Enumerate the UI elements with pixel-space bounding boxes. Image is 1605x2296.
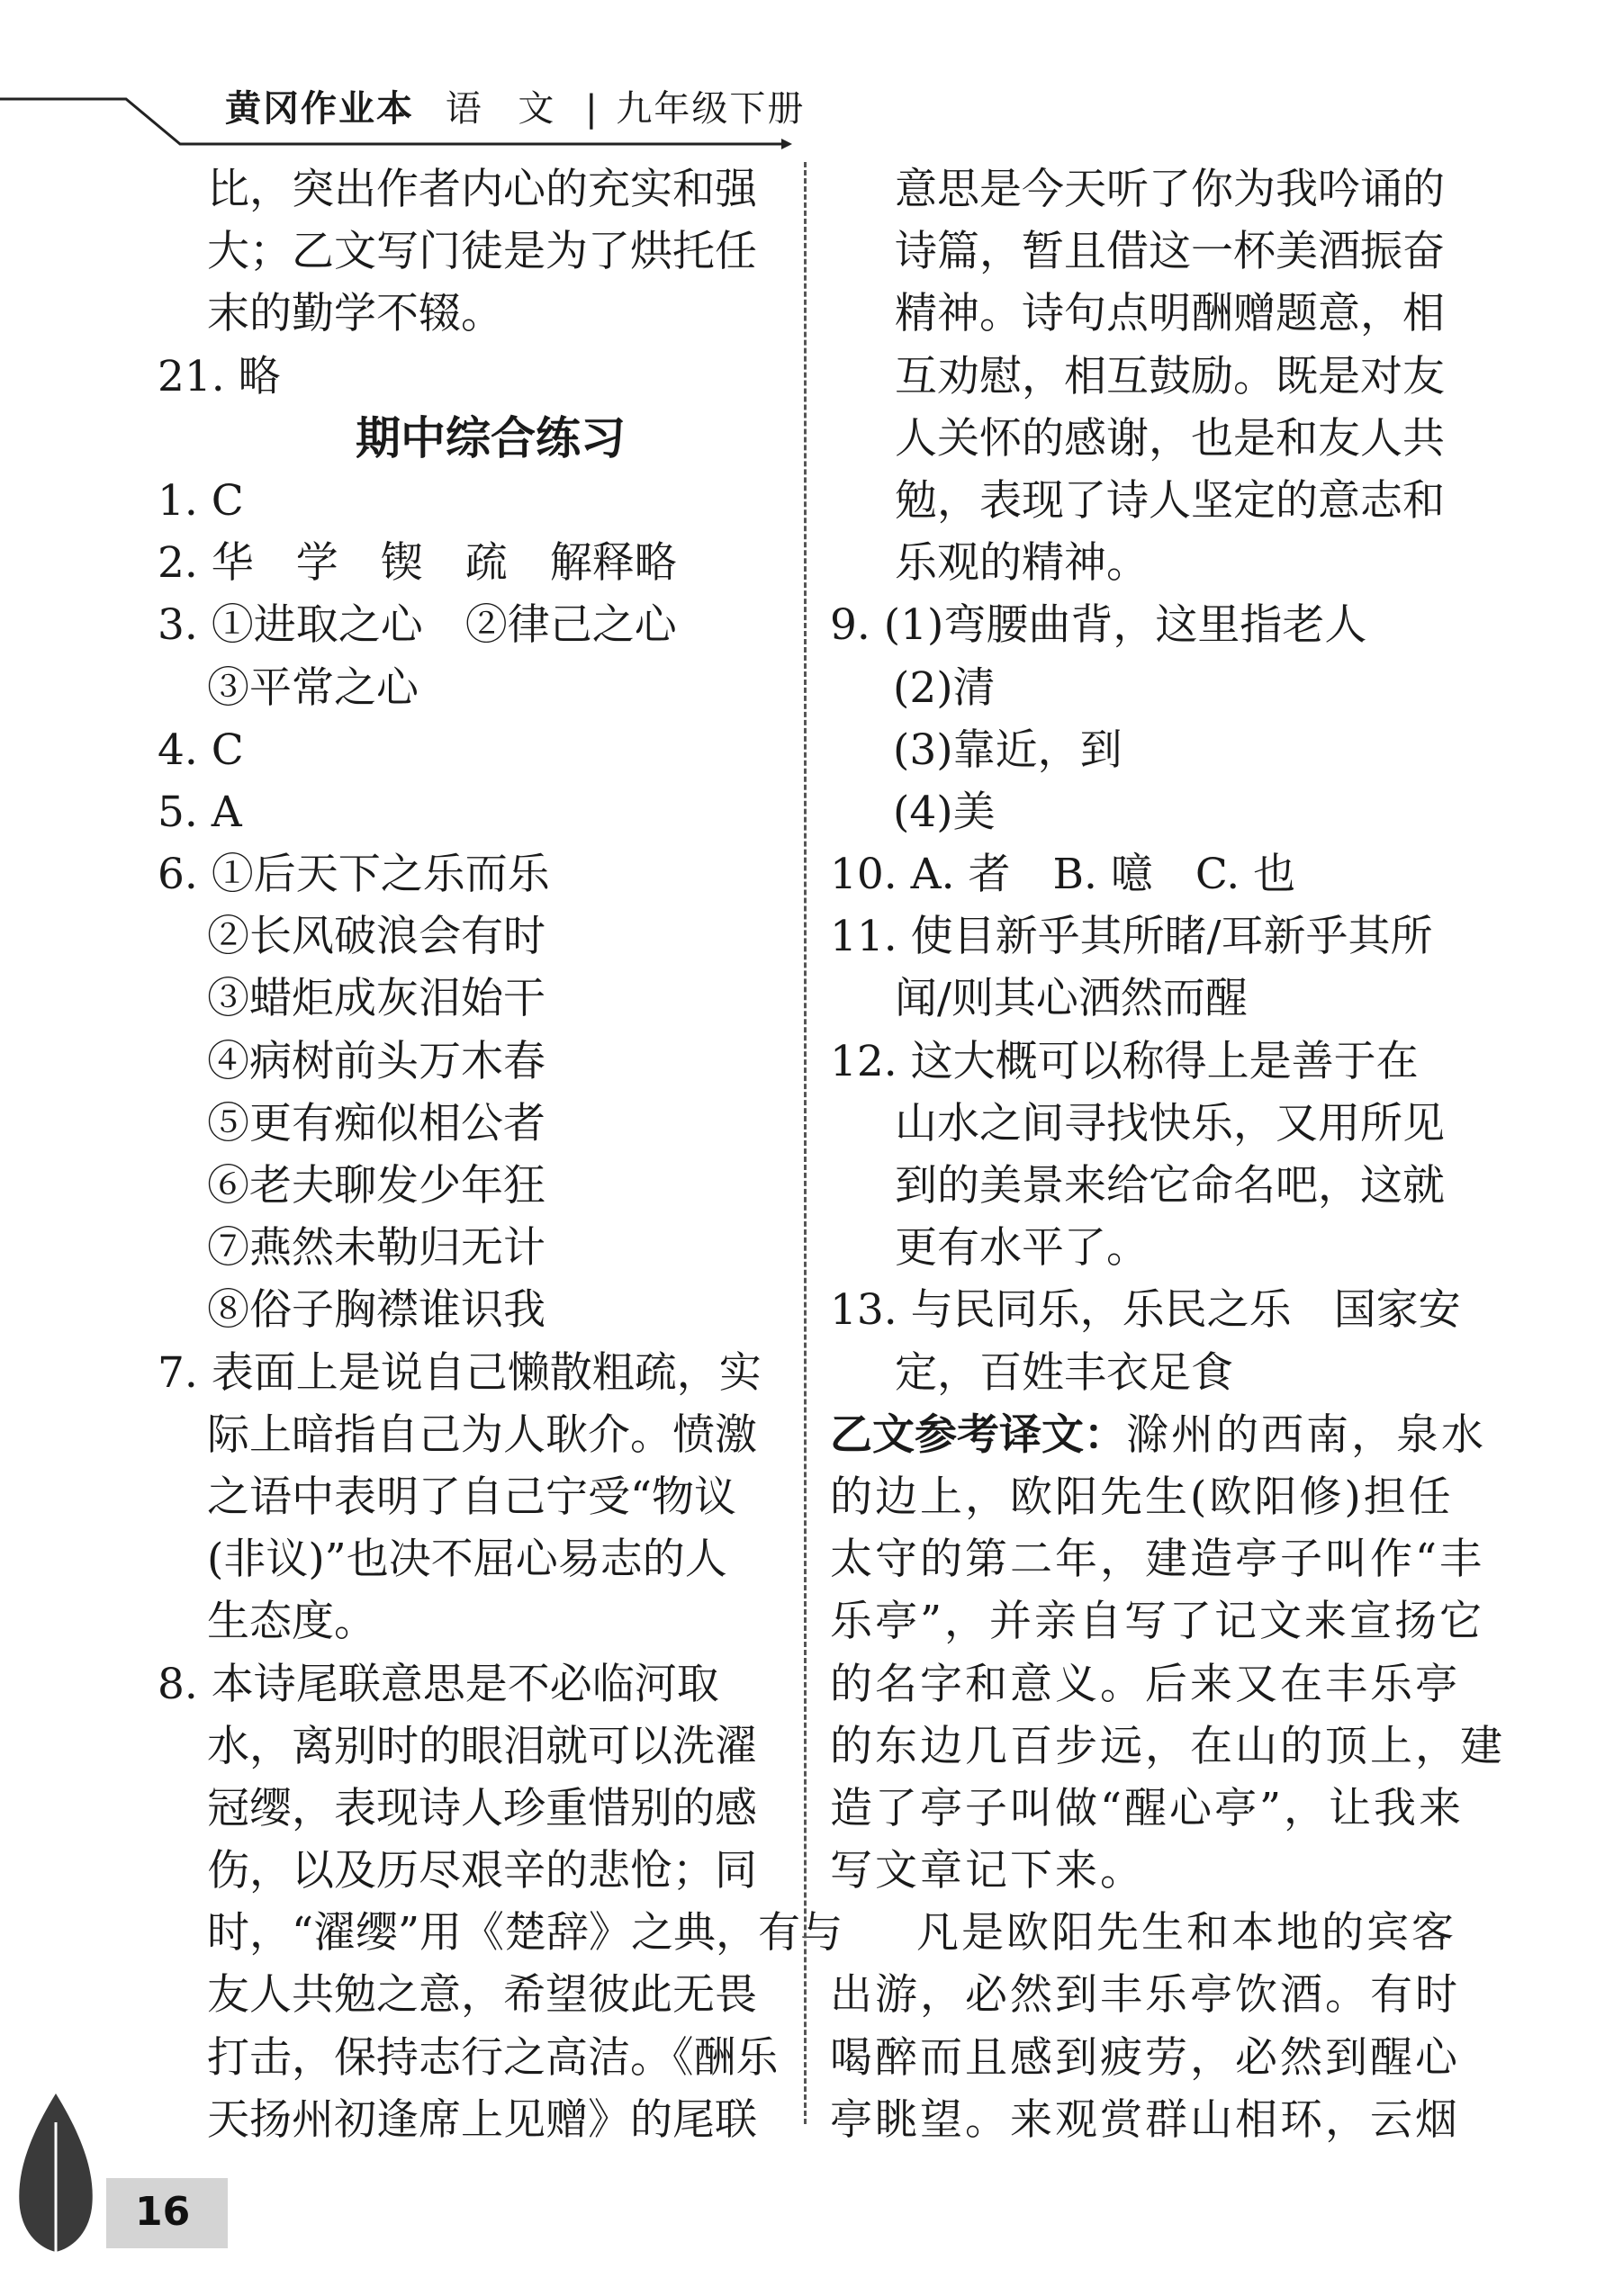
answer-line: 诗篇，暂且借这一杯美酒振奋 — [895, 227, 1445, 277]
answer-line: 互劝慰，相互鼓励。既是对友 — [895, 351, 1445, 401]
answer-line: 冠缨，表现诗人珍重惜别的感 — [207, 1783, 757, 1833]
answer-line: 山水之间寻找快乐，又用所见 — [895, 1098, 1445, 1148]
answer-line: 天扬州初逢席上见赠》的尾联 — [207, 2094, 757, 2145]
answer-line: (2)清 — [893, 662, 996, 713]
answer-item-8: 8. 本诗尾联意思是不必临河取 — [158, 1659, 719, 1709]
answer-line: 闻/则其心洒然而醒 — [895, 974, 1248, 1024]
translation-line: 太守的第二年，建造亭子叫作“丰 — [830, 1535, 1485, 1585]
answer-line: ④病树前头万木春 — [207, 1036, 546, 1086]
answer-line: 到的美景来给它命名吧，这就 — [895, 1161, 1445, 1211]
answer-line: 定，百姓丰衣足食 — [895, 1347, 1233, 1398]
running-header — [225, 86, 805, 131]
translation-line: 造了亭子叫做“醒心亭”，让我来 — [830, 1783, 1465, 1833]
answer-line: 精神。诗句点明酬赠题意，相 — [895, 289, 1445, 339]
answer-line: (非议)”也决不屈心易志的人 — [207, 1535, 727, 1585]
answer-line: ③平常之心 — [207, 662, 419, 713]
translation-label: 乙文参考译文： — [830, 1409, 1126, 1460]
subject-label: 语 文 — [445, 88, 567, 130]
answer-line: 更有水平了。 — [895, 1223, 1149, 1274]
answer-line: ⑥老夫聊发少年狂 — [207, 1161, 546, 1211]
answer-line: 乐观的精神。 — [895, 538, 1149, 589]
answer-line: 友人共勉之意，希望彼此无畏 — [207, 1970, 757, 2021]
answer-line: 人关怀的感谢，也是和友人共 — [895, 413, 1445, 464]
answer-line: 际上暗指自己为人耿介。愤激 — [207, 1409, 757, 1460]
answer-line: 伤，以及历尽艰辛的悲怆；同 — [207, 1846, 757, 1896]
translation-line: 凡是欧阳先生和本地的宾客 — [916, 1908, 1456, 1958]
leaf-icon — [0, 2086, 117, 2266]
section-title: 期中综合练习 — [356, 411, 626, 464]
left-column — [158, 158, 843, 2151]
answer-line: ②长风破浪会有时 — [207, 912, 546, 962]
answer-item-4: 4. C — [158, 725, 244, 775]
translation-line: 乐亭”，并亲自写了记文来宣扬它 — [830, 1597, 1485, 1647]
translation-line: 的边上，欧阳先生(欧阳修)担任 — [830, 1472, 1454, 1522]
translation-line: 的名字和意义。后来又在丰乐亭 — [830, 1659, 1460, 1709]
answer-item-6: 6. ①后天下之乐而乐 — [158, 850, 550, 900]
column-divider — [804, 162, 807, 2124]
answer-line: 大；乙文写门徒是为了烘托任 — [207, 227, 757, 277]
header-rule — [0, 0, 1605, 162]
answer-line: 时，“濯缨”用《楚辞》之典，有与 — [207, 1908, 843, 1958]
answer-item-9: 9. (1)弯腰曲背，这里指老人 — [830, 600, 1367, 651]
answer-item-5: 5. A — [158, 787, 242, 837]
header-separator: | — [585, 88, 598, 130]
answer-line: (3)靠近，到 — [893, 725, 1123, 775]
translation-line: 喝醉而且感到疲劳，必然到醒心 — [830, 2032, 1460, 2083]
book-title: 黄冈作业本 — [225, 88, 414, 130]
answer-line: 之语中表明了自己宁受“物议 — [207, 1472, 737, 1522]
right-column — [830, 158, 1505, 2151]
translation-first-line — [830, 1404, 1486, 1466]
answer-line: ⑤更有痴似相公者 — [207, 1098, 546, 1148]
answer-item-11: 11. 使目新乎其所睹/耳新乎其所 — [830, 912, 1433, 962]
answer-item-1: 1. C — [158, 475, 244, 526]
answer-line: 勉，表现了诗人坚定的意志和 — [895, 475, 1445, 526]
answer-item-10: 10. A. 者 B. 噫 C. 也 — [830, 850, 1296, 900]
translation-line: 亭眺望。来观赏群山相环，云烟 — [830, 2094, 1460, 2145]
answer-item-13: 13. 与民同乐，乐民之乐 国家安 — [830, 1285, 1461, 1336]
answer-line: 打击，保持志行之高洁。《酬乐 — [207, 2032, 779, 2083]
page-number: 16 — [135, 2189, 191, 2235]
answer-line: ⑦燕然未勒归无计 — [207, 1223, 546, 1274]
answer-item-3: 3. ①进取之心 ②律己之心 — [158, 600, 677, 651]
answer-line: 末的勤学不辍。 — [207, 289, 503, 339]
answer-line: ③蜡炬成灰泪始干 — [207, 974, 546, 1024]
answer-item-21: 21. 略 — [158, 351, 281, 401]
answer-line: (4)美 — [893, 787, 996, 837]
answer-item-12: 12. 这大概可以称得上是善于在 — [830, 1036, 1419, 1086]
answer-line: 生态度。 — [207, 1597, 376, 1647]
answer-line: 水，离别时的眼泪就可以洗濯 — [207, 1721, 757, 1771]
answer-line: 意思是今天听了你为我吟诵的 — [895, 165, 1445, 214]
answer-line: ⑧俗子胸襟谁识我 — [207, 1285, 546, 1336]
translation-text: 滁州的西南，泉水 — [1126, 1409, 1486, 1460]
answer-item-2: 2. 华 学 锲 疏 解释略 — [158, 538, 677, 589]
translation-line: 出游，必然到丰乐亭饮酒。有时 — [830, 1970, 1460, 2021]
grade-label: 九年级下册 — [616, 88, 806, 130]
answer-item-7: 7. 表面上是说自己懒散粗疏，实 — [158, 1347, 762, 1398]
translation-line: 写文章记下来。 — [830, 1846, 1145, 1896]
answer-line: 比，突出作者内心的充实和强 — [207, 165, 757, 214]
translation-line: 的东边几百步远，在山的顶上，建 — [830, 1721, 1505, 1771]
